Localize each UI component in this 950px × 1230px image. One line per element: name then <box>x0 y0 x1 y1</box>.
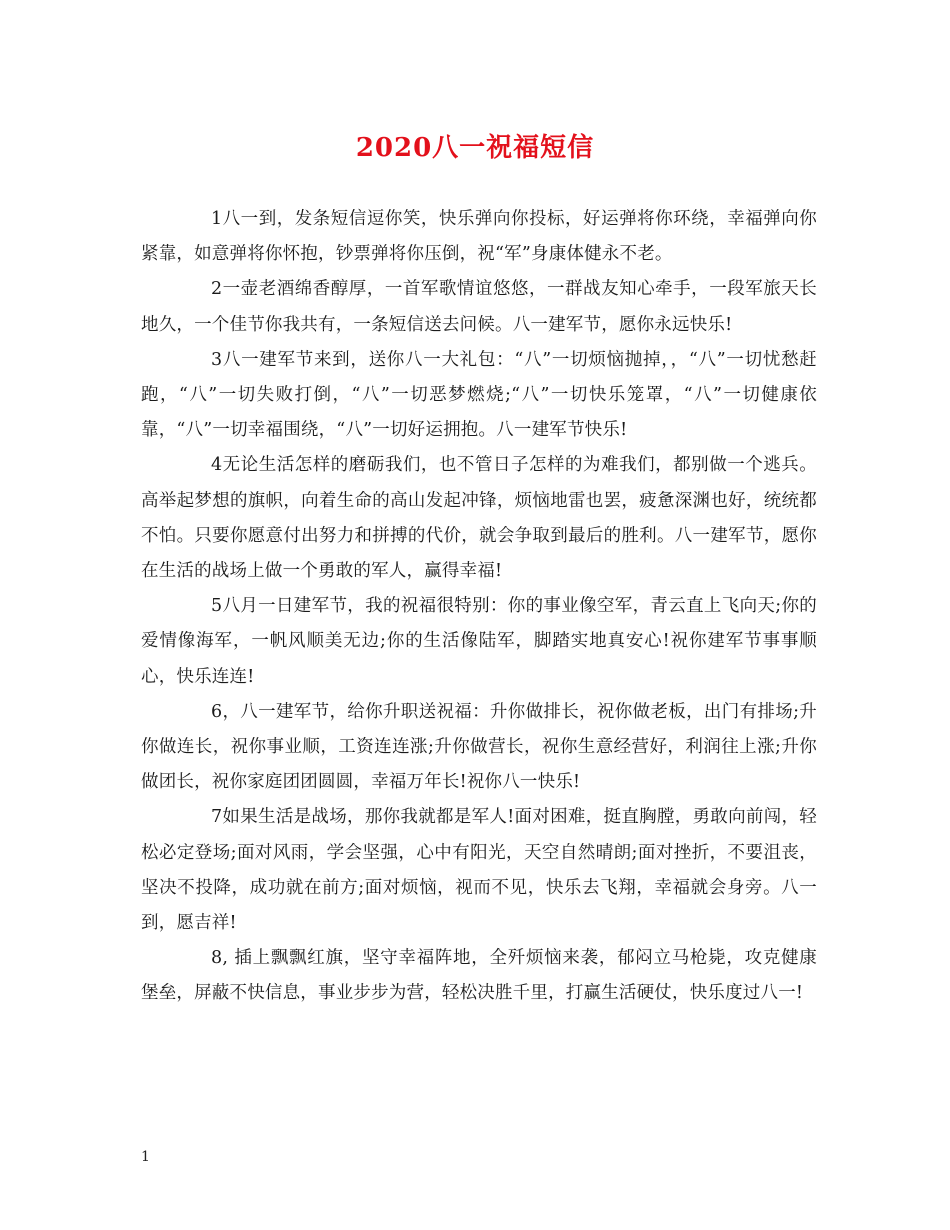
paragraph-8: 8, 插上飘飘红旗，坚守幸福阵地，全歼烦恼来袭，郁闷立马枪毙，攻克健康堡垒，屏蔽不快信息，事业步步为营，轻松决胜千里，打赢生活硬仗，快乐度过八一! <box>141 948 817 1004</box>
document-body <box>141 202 817 1012</box>
paragraph-3: 3八一建军节来到，送你八一大礼包：“八”一切烦恼抛掉，，“八”一切忧愁赶跑，“八”一切失败打倒，“八”一切恶梦燃烧;“八”一切快乐笼罩，“八”一切健康依靠，“八”一切幸福围绕，“八”一切好运拥抱。八一建军节快乐! <box>141 349 817 441</box>
paragraph-4: 4无论生活怎样的磨砺我们，也不管日子怎样的为难我们，都别做一个逃兵。高举起梦想的旗帜，向着生命的高山发起冲锋，烦恼地雷也罢，疲惫深渊也好，统统都不怕。只要你愿意付出努力和拼搏的代价，就会争取到最后的胜利。八一建军节，愿你在生活的战场上做一个勇敢的军人，赢得幸福! <box>141 455 817 582</box>
paragraph-1: 1八一到，发条短信逗你笑，快乐弹向你投标，好运弹将你环绕，幸福弹向你紧靠，如意弹将你怀抱，钞票弹将你压倒，祝“军”身康体健永不老。 <box>141 209 817 265</box>
paragraph-7: 7如果生活是战场，那你我就都是军人!面对困难，挺直胸膛，勇敢向前闯，轻松必定登场;面对风雨，学会坚强，心中有阳光，天空自然晴朗;面对挫折，不要沮丧，坚决不投降，成功就在前方;面对烦恼，视而不见，快乐去飞翔，幸福就会身旁。八一到，愿吉祥! <box>141 807 817 934</box>
paragraph-5: 5八月一日建军节，我的祝福很特别：你的事业像空军，青云直上飞向天;你的爱情像海军，一帆风顺美无边;你的生活像陆军，脚踏实地真安心!祝你建军节事事顺心，快乐连连! <box>141 596 817 687</box>
paragraph-6: 6，八一建军节，给你升职送祝福：升你做排长，祝你做老板，出门有排场;升你做连长，祝你事业顺，工资连连涨;升你做营长，祝你生意经营好，利润往上涨;升你做团长，祝你家庭团团圆圆，幸福万年长!祝你八一快乐! <box>141 701 817 793</box>
paragraph-2: 2一壶老酒绵香醇厚，一首军歌情谊悠悠，一群战友知心牵手，一段军旅天长地久，一个佳节你我共有，一条短信送去问候。八一建军节，愿你永远快乐! <box>141 279 817 335</box>
document-title: 2020八一祝福短信 <box>355 133 595 163</box>
page-number: 1 <box>141 1149 150 1165</box>
